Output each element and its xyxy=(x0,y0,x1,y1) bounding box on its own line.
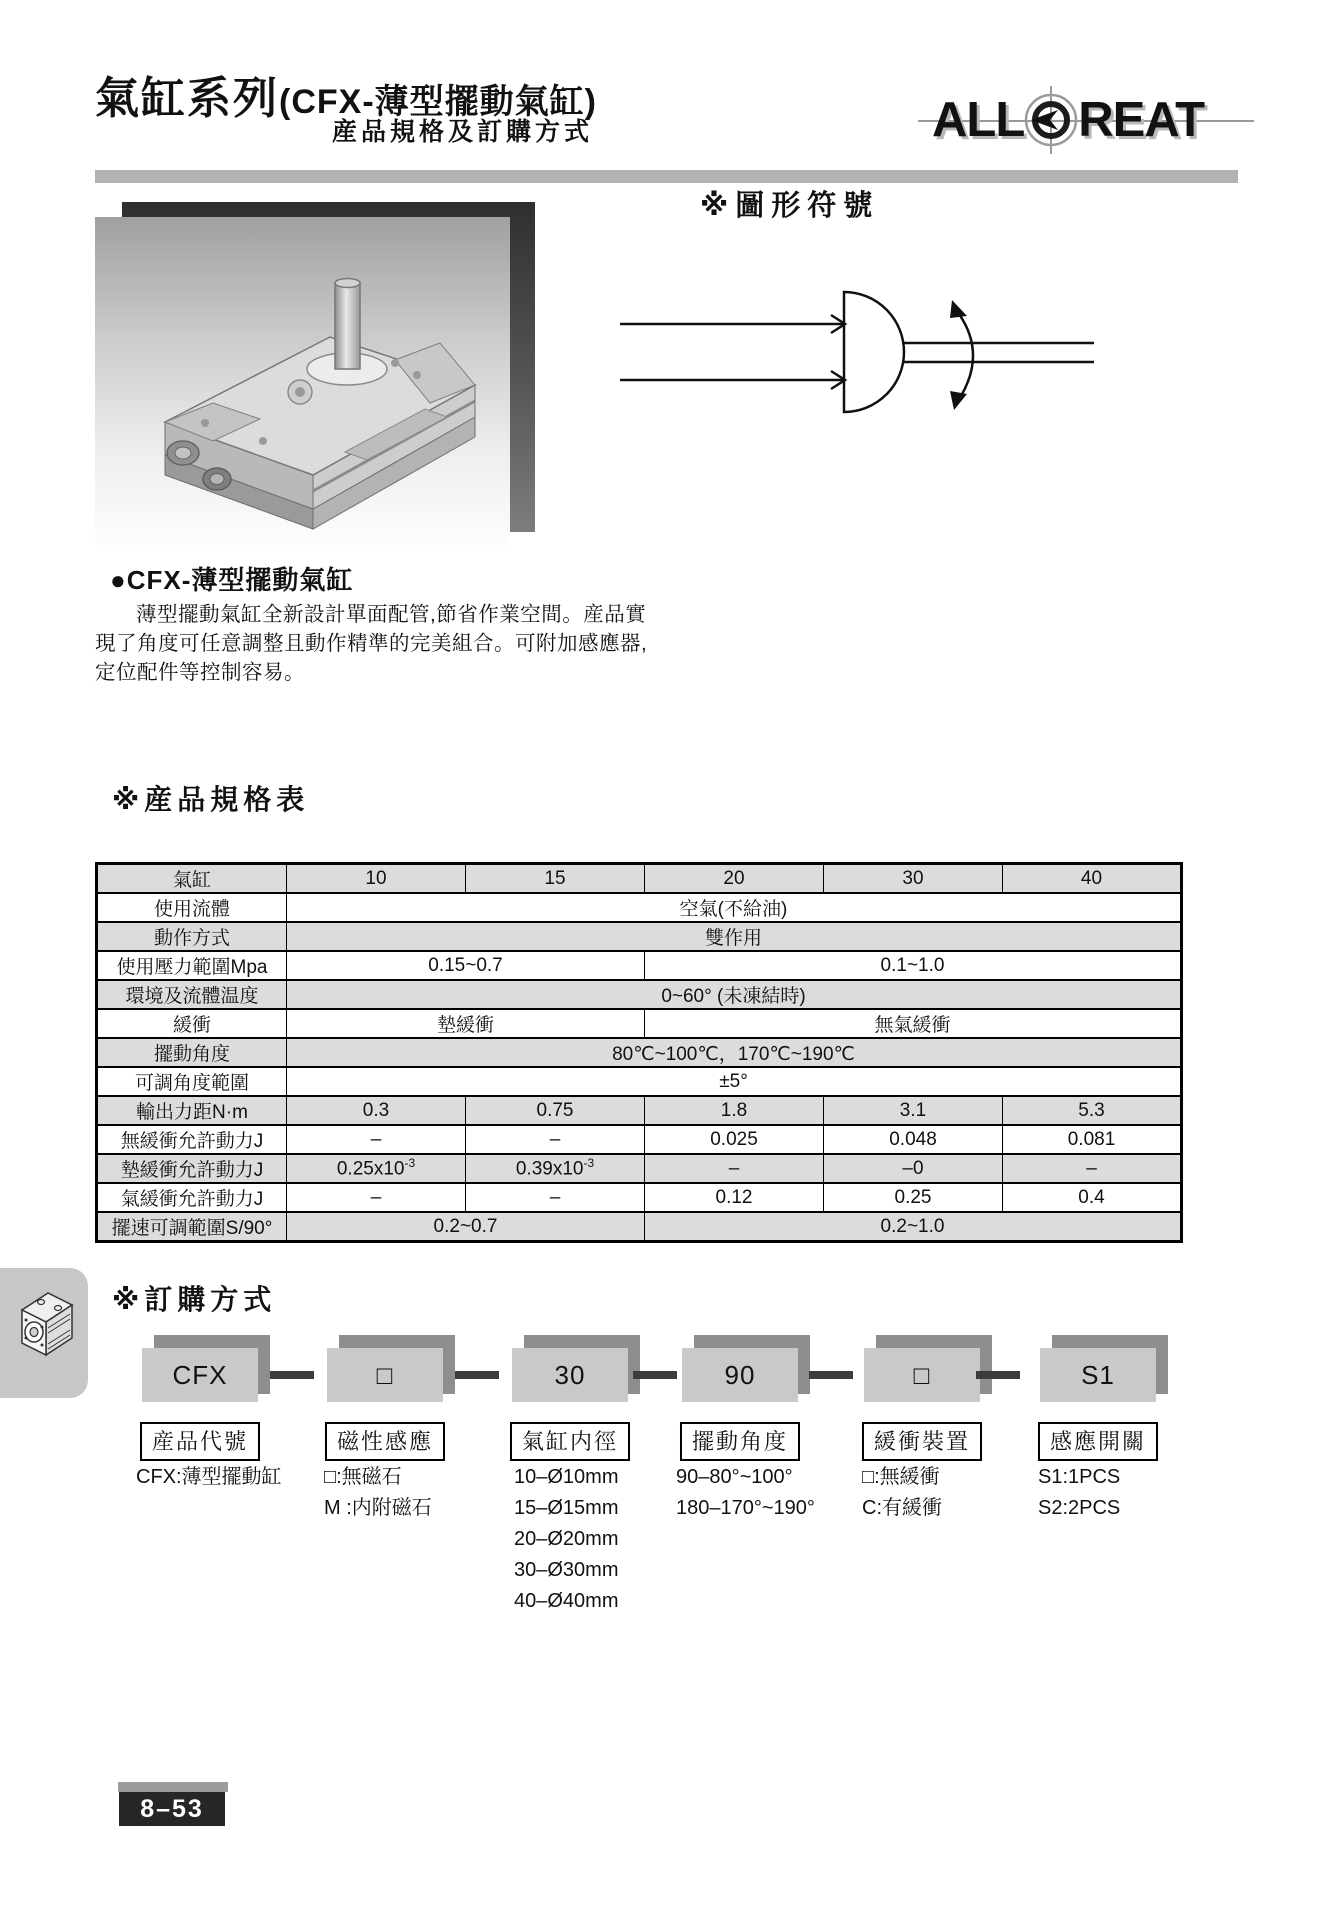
value-exponent: -3 xyxy=(404,1156,416,1171)
order-option: 15–Ø15mm xyxy=(514,1497,619,1519)
page-number-badge: 8–53 xyxy=(119,1792,225,1826)
order-option-list xyxy=(1038,1462,1120,1524)
order-field-label: 緩衝裝置 xyxy=(862,1422,982,1461)
page-title-main: 氣缸系列 xyxy=(95,74,279,123)
order-option: □:無磁石 xyxy=(324,1466,402,1488)
row-value: 0.2~1.0 xyxy=(645,1212,1182,1242)
order-option: S1:1PCS xyxy=(1038,1466,1121,1488)
row-label: 動作方式 xyxy=(97,922,287,951)
page-number-shade xyxy=(118,1782,228,1792)
row-value: 0.4 xyxy=(1003,1183,1182,1212)
box-right-shade xyxy=(798,1335,810,1394)
row-value: ±5° xyxy=(287,1067,1182,1096)
row-label: 擺動角度 xyxy=(97,1038,287,1067)
table-row xyxy=(97,951,1182,980)
order-connector-dash xyxy=(809,1371,853,1379)
value-exponent: -3 xyxy=(583,1156,595,1171)
box-top-shade xyxy=(524,1335,640,1348)
row-value: – xyxy=(645,1154,824,1183)
box-top-shade xyxy=(694,1335,810,1348)
order-option: □:無緩衝 xyxy=(862,1466,940,1488)
table-row xyxy=(97,1038,1182,1067)
row-value: 0.12 xyxy=(645,1183,824,1212)
order-field-label: 感應開關 xyxy=(1038,1422,1158,1461)
spec-table xyxy=(95,862,1183,1243)
logo-text-right: REAT xyxy=(1078,93,1204,147)
row-value: 0.1~1.0 xyxy=(645,951,1182,980)
box-top-shade xyxy=(154,1335,270,1348)
table-row xyxy=(97,1009,1182,1038)
row-value xyxy=(466,1154,645,1183)
order-option-list xyxy=(136,1462,282,1493)
order-code: 90 xyxy=(724,1359,756,1390)
order-section-heading: ※訂購方式 xyxy=(112,1284,277,1315)
box-top-shade xyxy=(1052,1335,1168,1348)
size-header-cell: 20 xyxy=(645,864,824,894)
row-value: 3.1 xyxy=(824,1096,1003,1125)
order-option-list xyxy=(324,1462,432,1524)
size-header-cell: 30 xyxy=(824,864,1003,894)
order-option-list xyxy=(676,1462,815,1524)
row-value: 0.15~0.7 xyxy=(287,951,645,980)
order-connector-dash xyxy=(455,1371,499,1379)
box-right-shade xyxy=(1156,1335,1168,1394)
order-code-box xyxy=(142,1348,258,1402)
order-code: 30 xyxy=(554,1359,586,1390)
order-option: S2:2PCS xyxy=(1038,1497,1121,1519)
row-label: 使用壓力範圍Mpa xyxy=(97,951,287,980)
order-code-box xyxy=(327,1348,443,1402)
order-option: 20–Ø20mm xyxy=(514,1528,619,1550)
logo-compass-icon xyxy=(1020,84,1082,156)
order-field-label: 産品代號 xyxy=(140,1422,260,1461)
order-code: CFX xyxy=(172,1359,228,1390)
value-base: 0.39x10 xyxy=(515,1158,584,1180)
order-option: 40–Ø40mm xyxy=(514,1590,619,1612)
row-value: 0~60° (未凍結時) xyxy=(287,980,1182,1009)
box-right-shade xyxy=(980,1335,992,1394)
table-row xyxy=(97,1212,1182,1242)
value-base: 0.25x10 xyxy=(336,1158,405,1180)
order-code: □ xyxy=(913,1359,931,1390)
table-row xyxy=(97,1154,1182,1183)
product-photo xyxy=(95,217,510,545)
order-option: M :内附磁石 xyxy=(324,1497,432,1519)
box-right-shade xyxy=(628,1335,640,1394)
row-value: 0.25 xyxy=(824,1183,1003,1212)
product-intro-text: 薄型擺動氣缸全新設計單面配管,節省作業空間。産品實現了角度可任意調整且動作精準的完美組合。可附加感應器,定位配件等控制容易。 xyxy=(95,603,648,685)
table-row xyxy=(97,1125,1182,1154)
logo-text-left: ALL xyxy=(932,93,1025,147)
page-title-paren: (CFX-薄型擺動氣缸) xyxy=(279,83,597,121)
row-value: 空氣(不給油) xyxy=(287,893,1182,922)
row-value: 0.048 xyxy=(824,1125,1003,1154)
table-row xyxy=(97,893,1182,922)
row-value: –0 xyxy=(824,1154,1003,1183)
page-subtitle: 産品規格及訂購方式 xyxy=(332,118,594,146)
order-code-box xyxy=(512,1348,628,1402)
size-header-cell: 15 xyxy=(466,864,645,894)
order-option: C:有緩衝 xyxy=(862,1497,942,1519)
row-value: – xyxy=(287,1183,466,1212)
box-right-shade xyxy=(258,1335,270,1394)
order-option: 180–170°~190° xyxy=(676,1497,815,1519)
order-connector-dash xyxy=(270,1371,314,1379)
row-value: – xyxy=(1003,1154,1182,1183)
order-option: 10–Ø10mm xyxy=(514,1466,619,1488)
row-value: 1.8 xyxy=(645,1096,824,1125)
row-label: 墊緩衝允許動力J xyxy=(97,1154,287,1183)
box-top-shade xyxy=(876,1335,992,1348)
row-label: 無緩衝允許動力J xyxy=(97,1125,287,1154)
box-right-shade xyxy=(443,1335,455,1394)
row-value: 0.081 xyxy=(1003,1125,1182,1154)
row-value: – xyxy=(466,1125,645,1154)
row-value: 雙作用 xyxy=(287,922,1182,951)
table-row xyxy=(97,922,1182,951)
order-code-box xyxy=(1040,1348,1156,1402)
order-option: 90–80°~100° xyxy=(676,1466,793,1488)
size-header-cell: 10 xyxy=(287,864,466,894)
order-code-box xyxy=(682,1348,798,1402)
order-option: 30–Ø30mm xyxy=(514,1559,619,1581)
spec-section-heading: ※産品規格表 xyxy=(112,784,310,815)
row-label: 可調角度範圍 xyxy=(97,1067,287,1096)
spec-corner-cell: 氣缸 xyxy=(97,864,287,894)
order-option: CFX:薄型擺動缸 xyxy=(136,1466,282,1488)
table-row xyxy=(97,864,1182,894)
row-value: 80℃~100℃，170℃~190℃ xyxy=(287,1038,1182,1067)
order-code: □ xyxy=(376,1359,394,1390)
row-label: 使用流體 xyxy=(97,893,287,922)
table-row xyxy=(97,1096,1182,1125)
row-label: 環境及流體温度 xyxy=(97,980,287,1009)
rotary-actuator-illustration xyxy=(95,217,510,545)
header-divider xyxy=(95,170,1238,183)
row-value: 0.2~0.7 xyxy=(287,1212,645,1242)
table-row xyxy=(97,1067,1182,1096)
row-label: 緩衝 xyxy=(97,1009,287,1038)
chapter-side-tab xyxy=(0,1268,88,1398)
row-value: 0.025 xyxy=(645,1125,824,1154)
cylinder-tab-icon xyxy=(8,1280,80,1372)
row-label: 氣緩衝允許動力J xyxy=(97,1183,287,1212)
row-label: 擺速可調範圍S/90° xyxy=(97,1212,287,1242)
product-intro-heading: ●CFX-薄型擺動氣缸 xyxy=(110,565,354,595)
row-value: – xyxy=(287,1125,466,1154)
order-connector-dash xyxy=(976,1371,1020,1379)
order-field-label: 氣缸内徑 xyxy=(510,1422,630,1461)
table-row xyxy=(97,980,1182,1009)
order-code-box xyxy=(864,1348,980,1402)
row-value: – xyxy=(466,1183,645,1212)
order-field-label: 磁性感應 xyxy=(325,1422,445,1461)
table-row xyxy=(97,1183,1182,1212)
order-option-list xyxy=(514,1462,619,1617)
row-value xyxy=(287,1154,466,1183)
row-value: 墊緩衝 xyxy=(287,1009,645,1038)
row-label: 輸出力距N·m xyxy=(97,1096,287,1125)
box-top-shade xyxy=(339,1335,455,1348)
size-header-cell: 40 xyxy=(1003,864,1182,894)
row-value: 0.3 xyxy=(287,1096,466,1125)
row-value: 0.75 xyxy=(466,1096,645,1125)
order-field-label: 擺動角度 xyxy=(680,1422,800,1461)
order-option-list xyxy=(862,1462,942,1524)
order-connector-dash xyxy=(633,1371,677,1379)
row-value: 5.3 xyxy=(1003,1096,1182,1125)
brand-logo xyxy=(932,84,1244,156)
order-code: S1 xyxy=(1081,1359,1115,1390)
pneumatic-symbol-diagram xyxy=(612,262,1102,452)
row-value: 無氣緩衝 xyxy=(645,1009,1182,1038)
symbol-section-heading: ※圖形符號 xyxy=(700,190,880,222)
